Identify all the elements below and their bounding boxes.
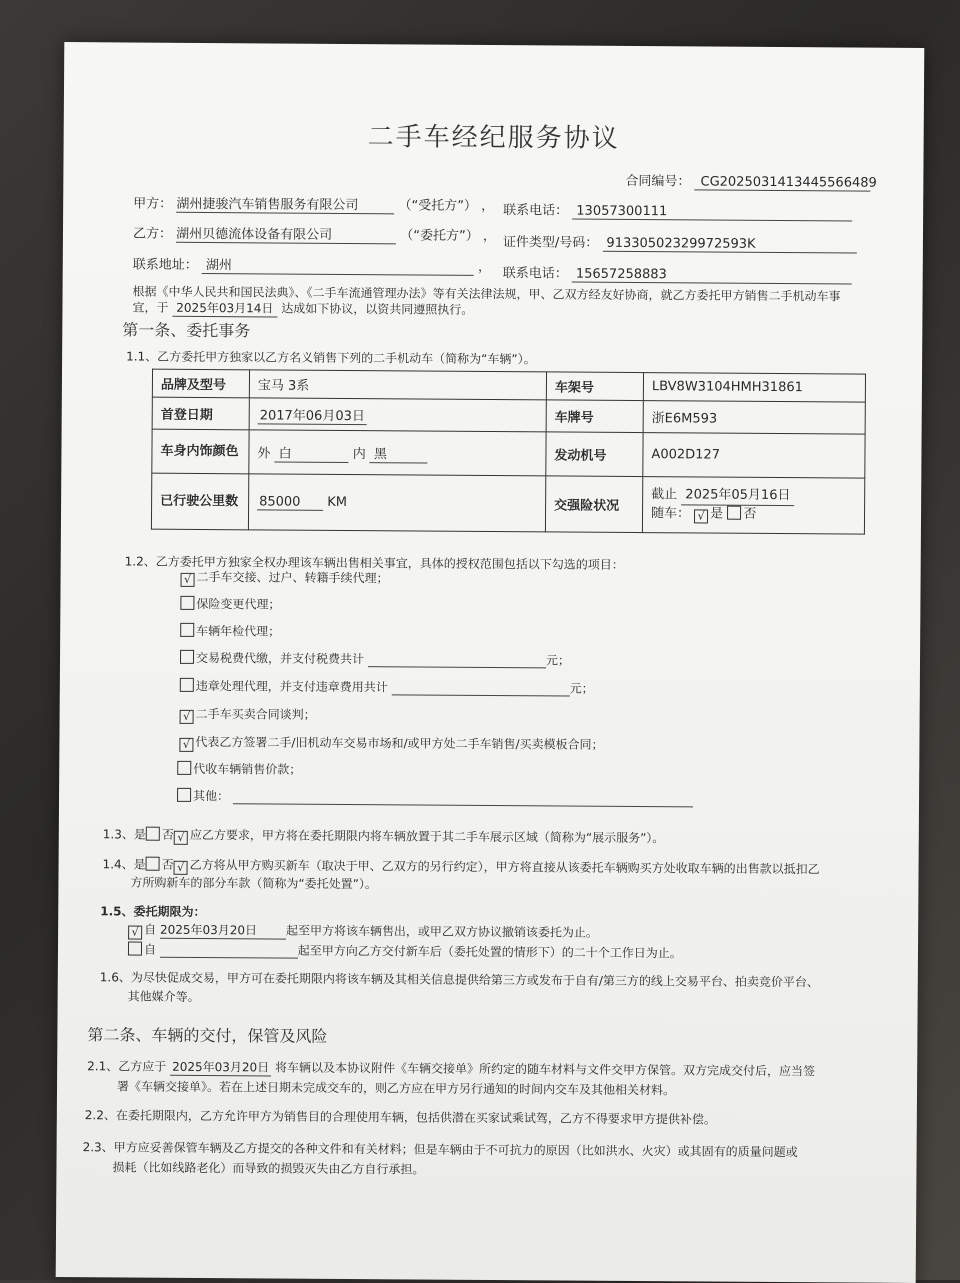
insurance-label: 交强险状况 (545, 476, 642, 533)
term-b-text: 起至甲方向乙方交付新车后（委托处置的情形下）的二十个工作日为止。 (297, 943, 682, 961)
term-a-text: 起至甲方将该车辆售出，或甲乙双方协议撤销该委托为止。 (285, 923, 599, 940)
option-item (181, 568, 389, 588)
mileage-unit: KM (327, 494, 348, 510)
insurance-no-label: 否 (743, 506, 757, 522)
option-label: 二手车买卖合同谈判； (195, 706, 316, 722)
color-cell (249, 430, 546, 476)
clause-1-3-yes-checkbox[interactable] (146, 827, 160, 841)
option-label: 代收车辆销售价款； (193, 761, 302, 777)
preamble-line-2 (132, 298, 473, 318)
clause-1-3-no-label: 否 (161, 827, 174, 842)
insurance-yes-label: 是 (710, 506, 724, 522)
clause-1-4-yes-label: 1.4、是 (102, 857, 146, 872)
document-title: 二手车经纪服务协议 (367, 122, 620, 154)
color-outer: 白 (275, 442, 349, 463)
clause-1-4-text: 乙方将从甲方购买新车（取决于甲、乙双方的另行约定），甲方将直接从该委托车辆购买方处收取车辆的出售款以抵扣乙 (189, 857, 820, 877)
party-b-id: 91330502329972593K (602, 236, 856, 254)
insurance-no-checkbox[interactable] (727, 506, 741, 520)
clause-1-3-no-checkbox[interactable]: √ (174, 831, 188, 845)
option-label: 保险变更代理； (196, 596, 281, 612)
clause-1-4-no-label: 否 (161, 857, 174, 872)
clause-2-1 (87, 1057, 815, 1080)
contact-row (133, 253, 491, 276)
term-a-checkbox[interactable]: √ (128, 925, 142, 939)
option-checkbox[interactable] (180, 678, 194, 692)
color-outer-prefix: 外 (257, 445, 271, 461)
term-a-from: 自 (144, 922, 157, 937)
insurance-until: 2025年05月16日 (681, 486, 794, 506)
party-b-id-row (503, 231, 857, 253)
option-checkbox[interactable]: √ (180, 710, 194, 724)
option-label: 其他： (193, 788, 230, 804)
vin-label: 车架号 (546, 372, 643, 401)
party-a-name: 湖州捷骏汽车销售服务有限公司 (176, 193, 394, 215)
option-checkbox[interactable]: √ (179, 738, 193, 752)
reg-date-cell (249, 398, 546, 432)
color-inner-prefix: 内 (352, 446, 366, 462)
clause-2-3-line-1: 2.3、甲方应妥善保管车辆及乙方提交的各种文件和有关材料；但是车辆由于不可抗力的原因（比如洪水、火灾）或其固有的质量问题或 (82, 1140, 798, 1160)
preamble-prefix: 宜，于 (132, 300, 169, 315)
clause-2-1-text: 将车辆以及本协议附件《车辆交接单》所约定的随车材料与文件交甲方保管。双方完成交付后，应当签 (274, 1060, 816, 1079)
insurance-cell (642, 477, 864, 535)
option-item (179, 733, 603, 755)
insurance-with-row (651, 505, 856, 524)
engine-value: A002D127 (643, 433, 865, 479)
clause-2-2: 2.2、在委托期限内，乙方允许甲方为销售目的合理使用车辆，包括供潜在买家试乘试驾，乙方不得要求甲方提供补偿。 (84, 1108, 716, 1127)
option-item (180, 595, 280, 613)
option-label: 车辆年检代理； (196, 623, 281, 639)
insurance-with-label: 随车： (650, 506, 691, 522)
clause-2-1-date: 2025年03月20日 (170, 1058, 271, 1077)
clause-1-6-line-2: 其他媒介等。 (127, 989, 200, 1004)
party-b-row (133, 222, 496, 245)
preamble-date: 2025年03月14日 (172, 299, 277, 318)
vehicle-info-table (151, 369, 866, 535)
contact-phone: 15657258883 (572, 267, 852, 285)
table-row (152, 429, 865, 478)
party-a-row (133, 192, 494, 215)
clause-2-1-line-2: 署《车辆交接单》。若在上述日期未完成交车的，则乙方应在甲方另行通知的时间内交车及其他相关材料。 (116, 1079, 676, 1098)
table-row (151, 473, 864, 534)
party-a-phone-row (503, 199, 852, 221)
term-b-checkbox[interactable] (128, 941, 142, 955)
option-checkbox[interactable] (177, 788, 191, 802)
clause-1-4-no-checkbox[interactable]: √ (174, 861, 188, 875)
plate-value: 浙E6M593 (643, 401, 865, 435)
contract-number: CG2025031413445566489 (694, 174, 870, 191)
clause-1-2: 1.2、乙方委托甲方独家全权办理该车辆出售相关事宜，具体的授权范围包括以下勾选的项目： (124, 554, 624, 572)
clause-1-3 (103, 825, 665, 848)
vin-value: LBV8W3104HMH31861 (643, 373, 865, 403)
option-label: 二手车交接、过户、转籍手续代理； (196, 569, 389, 586)
clause-1-3-text: 应乙方要求，甲方将在委托期限内将车辆放置于其二手车展示区域（简称为“展示服务”）。 (189, 827, 665, 846)
clause-1-6-line-1: 1.6、为尽快促成交易，甲方可在委托期限内将该车辆及其相关信息提供给第三方或发布于自有/第三方的线上交易平台、拍卖竞价平台、 (99, 970, 819, 990)
party-a-phone: 13057300111 (572, 204, 852, 222)
clause-1-1: 1.1、乙方委托甲方独家以乙方名义销售下列的二手机动车（简称为“车辆”）。 (126, 349, 536, 367)
option-item (177, 787, 693, 808)
option-checkbox[interactable] (177, 761, 191, 775)
clause-2-1-prefix: 2.1、乙方应于 (87, 1059, 167, 1074)
clause-1-5-option-b (128, 940, 682, 961)
option-item (177, 760, 301, 778)
option-checkbox[interactable] (180, 596, 194, 610)
clause-1-3-yes-label: 1.3、是 (102, 827, 146, 842)
color-label: 车身内饰颜色 (152, 429, 249, 474)
color-inner: 黑 (370, 443, 428, 463)
tax-unit: 元； (545, 653, 570, 668)
other-field[interactable] (233, 789, 693, 807)
address-comma: ， (478, 259, 492, 275)
party-b-comma: ， (482, 228, 496, 245)
term-a-date: 2025年03月20日 (160, 921, 286, 940)
party-b-name: 湖州贝德流体设备有限公司 (176, 223, 396, 245)
reg-date-value: 2017年06月03日 (258, 404, 367, 425)
violation-unit: 元； (569, 681, 594, 696)
contract-paper (56, 42, 925, 1283)
party-b-label: 乙方： (132, 226, 173, 242)
mileage-cell (248, 474, 545, 532)
mileage-value: 85000 (257, 494, 323, 510)
party-a-label: 甲方： (133, 196, 173, 212)
mileage-label: 已行驶公里数 (151, 473, 248, 530)
engine-label: 发动机号 (546, 432, 643, 477)
term-b-from: 自 (143, 942, 157, 957)
option-label: 交易税费代缴，并支付税费共计 (195, 650, 365, 667)
reg-date-label: 首登日期 (152, 397, 249, 430)
party-a-phone-label: 联系电话： (503, 203, 569, 219)
contract-number-row (625, 170, 877, 192)
term-b-date-field[interactable] (160, 943, 298, 959)
insurance-yes-checkbox[interactable]: √ (694, 509, 708, 523)
contact-phone-label: 联系电话： (502, 266, 568, 282)
brand-label: 品牌及型号 (152, 369, 249, 398)
option-checkbox[interactable] (180, 650, 194, 664)
article-2-title: 第二条、车辆的交付，保管及风险 (87, 1025, 328, 1046)
table-row (152, 397, 865, 434)
preamble-line-1: 根据《中华人民共和国民法典》、《二手车流通管理办法》等有关法律法规，甲、乙双方经友好协商，就乙方委托甲方销售二手机动车事 (132, 284, 841, 304)
clause-1-4-yes-checkbox[interactable] (146, 857, 160, 871)
clause-2-3-line-2: 损耗（比如线路老化）而导致的损毁灭失由乙方自行承担。 (112, 1160, 425, 1177)
address-label: 联系地址： (132, 257, 198, 273)
option-label: 代表乙方签署二手/旧机动车交易市场和/或甲方处二手车销售/买卖模板合同； (195, 734, 604, 752)
option-item (180, 677, 594, 697)
option-item (180, 705, 316, 725)
party-a-comma: ， (481, 198, 495, 215)
tax-amount-field[interactable] (368, 652, 546, 668)
preamble-suffix: 达成如下协议，以资共同遵照执行。 (281, 301, 474, 317)
clause-1-5-option-a (128, 920, 598, 942)
insurance-until-label: 截止 (651, 487, 678, 503)
option-item (180, 622, 280, 640)
option-item (180, 649, 570, 669)
option-checkbox[interactable]: √ (181, 573, 195, 587)
contact-phone-row (503, 262, 852, 284)
plate-label: 车牌号 (546, 400, 643, 433)
address: 湖州 (202, 254, 474, 276)
violation-amount-field[interactable] (392, 680, 570, 696)
party-a-role: （“受托方”） (398, 198, 478, 214)
article-1-title: 第一条、委托事务 (122, 320, 251, 341)
brand-value: 宝马 3系 (249, 370, 546, 400)
party-b-id-label: 证件类型/号码： (502, 235, 599, 251)
contract-number-label: 合同编号： (625, 173, 691, 190)
option-label: 违章处理代理，并支付违章费用共计 (195, 678, 388, 695)
option-checkbox[interactable] (180, 623, 194, 637)
clause-1-4-line-2: 方所购新车的部分车款（简称为“委托处置”）。 (130, 875, 377, 892)
party-b-role: （“委托方”） (400, 228, 479, 244)
insurance-until-row (651, 486, 856, 506)
clause-1-5-title: 1.5、委托期限为： (100, 904, 206, 920)
